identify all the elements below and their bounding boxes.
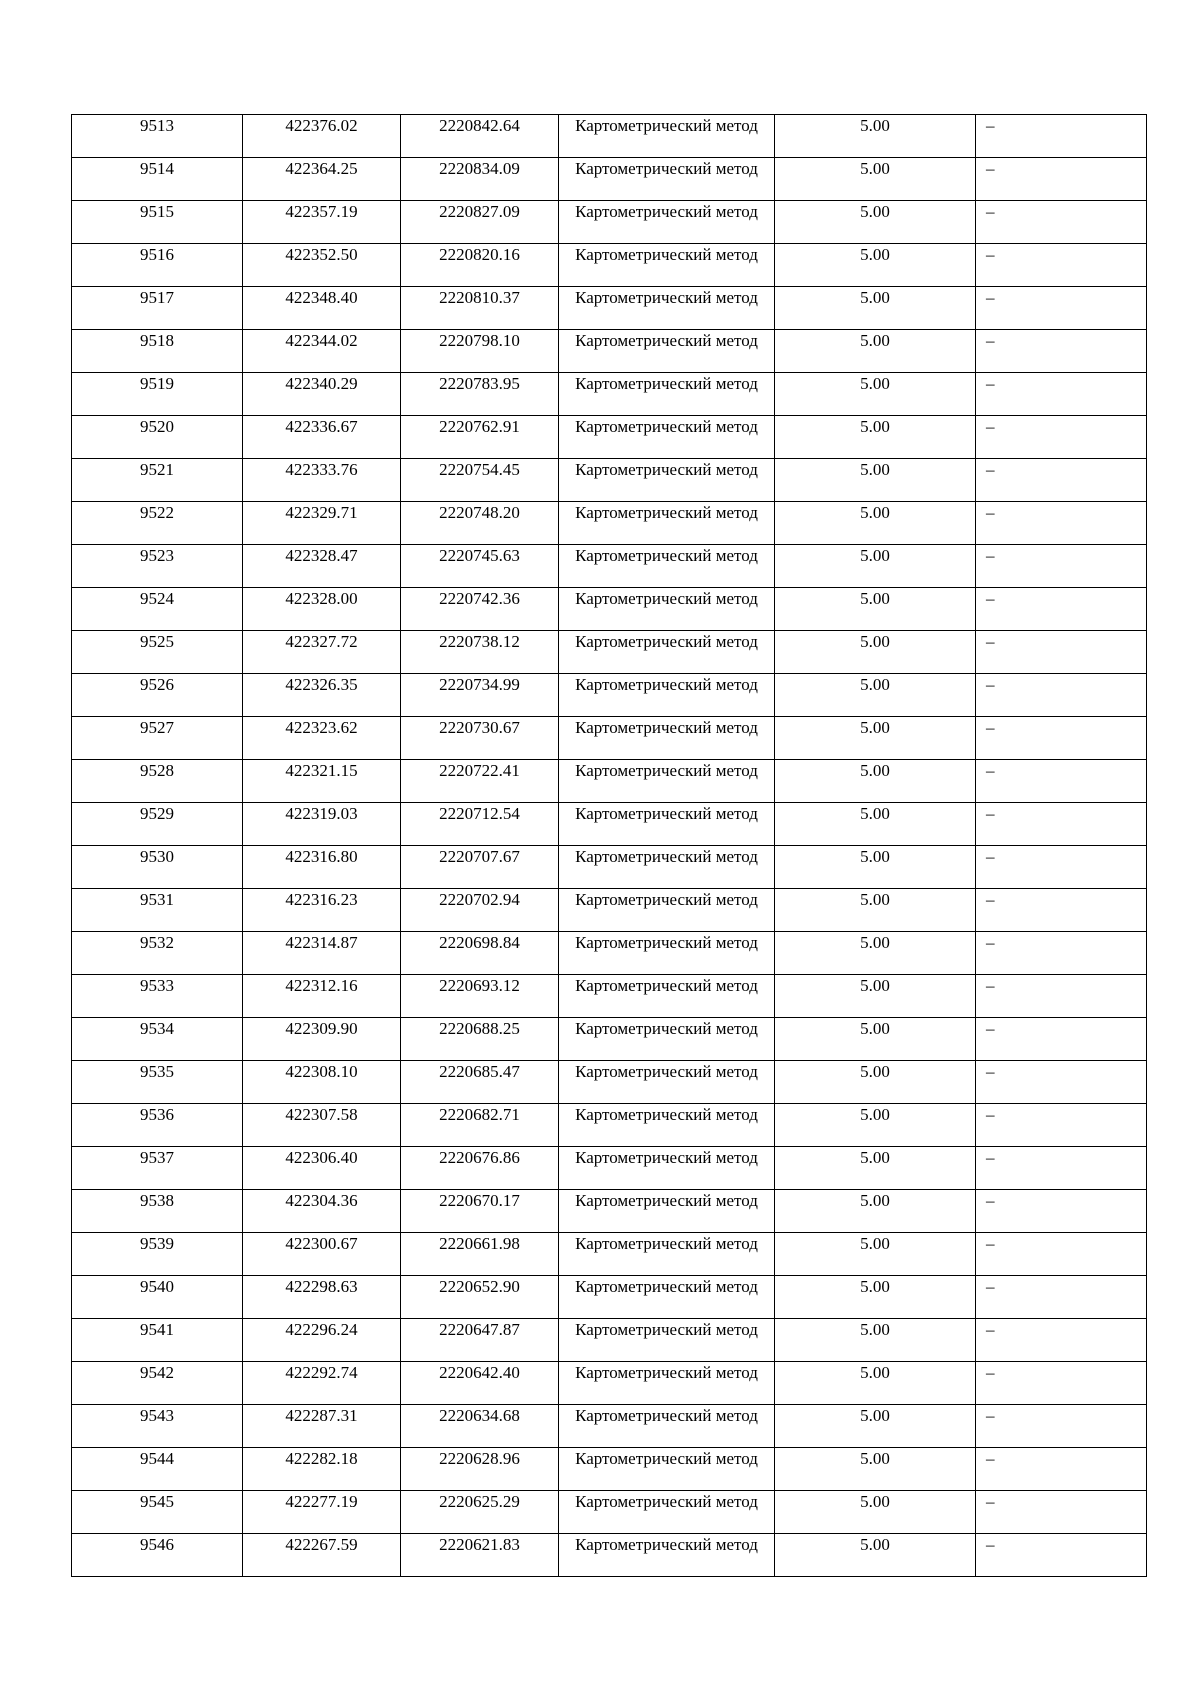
x-coordinate-cell: 422323.62 [243, 717, 401, 760]
method-cell: Картометрический метод [559, 373, 775, 416]
table-row [72, 1276, 1147, 1319]
point-number-cell: 9526 [72, 674, 243, 717]
note-cell: – [976, 244, 1147, 287]
x-coordinate-cell: 422314.87 [243, 932, 401, 975]
note-cell: – [976, 1147, 1147, 1190]
table-row [72, 932, 1147, 975]
coordinates-table [71, 114, 1147, 1577]
point-number-cell: 9545 [72, 1491, 243, 1534]
table-row [72, 846, 1147, 889]
x-coordinate-cell: 422357.19 [243, 201, 401, 244]
accuracy-cell: 5.00 [775, 244, 976, 287]
x-coordinate-cell: 422319.03 [243, 803, 401, 846]
table-row [72, 975, 1147, 1018]
table-row [72, 1448, 1147, 1491]
method-cell: Картометрический метод [559, 158, 775, 201]
table-row [72, 631, 1147, 674]
accuracy-cell: 5.00 [775, 201, 976, 244]
accuracy-cell: 5.00 [775, 760, 976, 803]
note-cell: – [976, 330, 1147, 373]
x-coordinate-cell: 422287.31 [243, 1405, 401, 1448]
x-coordinate-cell: 422376.02 [243, 115, 401, 158]
y-coordinate-cell: 2220634.68 [401, 1405, 559, 1448]
method-cell: Картометрический метод [559, 1491, 775, 1534]
y-coordinate-cell: 2220842.64 [401, 115, 559, 158]
point-number-cell: 9541 [72, 1319, 243, 1362]
y-coordinate-cell: 2220670.17 [401, 1190, 559, 1233]
note-cell: – [976, 201, 1147, 244]
point-number-cell: 9542 [72, 1362, 243, 1405]
y-coordinate-cell: 2220738.12 [401, 631, 559, 674]
x-coordinate-cell: 422333.76 [243, 459, 401, 502]
table-row [72, 115, 1147, 158]
y-coordinate-cell: 2220642.40 [401, 1362, 559, 1405]
accuracy-cell: 5.00 [775, 330, 976, 373]
x-coordinate-cell: 422328.00 [243, 588, 401, 631]
point-number-cell: 9523 [72, 545, 243, 588]
x-coordinate-cell: 422316.80 [243, 846, 401, 889]
point-number-cell: 9527 [72, 717, 243, 760]
x-coordinate-cell: 422316.23 [243, 889, 401, 932]
method-cell: Картометрический метод [559, 803, 775, 846]
x-coordinate-cell: 422344.02 [243, 330, 401, 373]
y-coordinate-cell: 2220702.94 [401, 889, 559, 932]
x-coordinate-cell: 422307.58 [243, 1104, 401, 1147]
y-coordinate-cell: 2220712.54 [401, 803, 559, 846]
accuracy-cell: 5.00 [775, 545, 976, 588]
table-row [72, 1061, 1147, 1104]
note-cell: – [976, 760, 1147, 803]
accuracy-cell: 5.00 [775, 1233, 976, 1276]
y-coordinate-cell: 2220798.10 [401, 330, 559, 373]
method-cell: Картометрический метод [559, 201, 775, 244]
method-cell: Картометрический метод [559, 1319, 775, 1362]
accuracy-cell: 5.00 [775, 115, 976, 158]
x-coordinate-cell: 422364.25 [243, 158, 401, 201]
note-cell: – [976, 1104, 1147, 1147]
x-coordinate-cell: 422298.63 [243, 1276, 401, 1319]
point-number-cell: 9529 [72, 803, 243, 846]
note-cell: – [976, 889, 1147, 932]
accuracy-cell: 5.00 [775, 502, 976, 545]
x-coordinate-cell: 422300.67 [243, 1233, 401, 1276]
accuracy-cell: 5.00 [775, 588, 976, 631]
note-cell: – [976, 1405, 1147, 1448]
table-row [72, 373, 1147, 416]
note-cell: – [976, 846, 1147, 889]
y-coordinate-cell: 2220698.84 [401, 932, 559, 975]
note-cell: – [976, 158, 1147, 201]
point-number-cell: 9543 [72, 1405, 243, 1448]
accuracy-cell: 5.00 [775, 932, 976, 975]
point-number-cell: 9546 [72, 1534, 243, 1577]
note-cell: – [976, 1362, 1147, 1405]
point-number-cell: 9513 [72, 115, 243, 158]
method-cell: Картометрический метод [559, 1405, 775, 1448]
method-cell: Картометрический метод [559, 631, 775, 674]
method-cell: Картометрический метод [559, 1233, 775, 1276]
point-number-cell: 9530 [72, 846, 243, 889]
y-coordinate-cell: 2220734.99 [401, 674, 559, 717]
method-cell: Картометрический метод [559, 244, 775, 287]
table-row [72, 545, 1147, 588]
x-coordinate-cell: 422309.90 [243, 1018, 401, 1061]
y-coordinate-cell: 2220688.25 [401, 1018, 559, 1061]
x-coordinate-cell: 422321.15 [243, 760, 401, 803]
table-row [72, 502, 1147, 545]
accuracy-cell: 5.00 [775, 1018, 976, 1061]
table-row [72, 889, 1147, 932]
accuracy-cell: 5.00 [775, 846, 976, 889]
y-coordinate-cell: 2220745.63 [401, 545, 559, 588]
y-coordinate-cell: 2220748.20 [401, 502, 559, 545]
table-row [72, 330, 1147, 373]
point-number-cell: 9534 [72, 1018, 243, 1061]
accuracy-cell: 5.00 [775, 1491, 976, 1534]
accuracy-cell: 5.00 [775, 287, 976, 330]
method-cell: Картометрический метод [559, 1448, 775, 1491]
note-cell: – [976, 1319, 1147, 1362]
note-cell: – [976, 1061, 1147, 1104]
point-number-cell: 9533 [72, 975, 243, 1018]
point-number-cell: 9514 [72, 158, 243, 201]
note-cell: – [976, 1534, 1147, 1577]
y-coordinate-cell: 2220693.12 [401, 975, 559, 1018]
method-cell: Картометрический метод [559, 1061, 775, 1104]
point-number-cell: 9516 [72, 244, 243, 287]
table-row [72, 1319, 1147, 1362]
x-coordinate-cell: 422328.47 [243, 545, 401, 588]
accuracy-cell: 5.00 [775, 674, 976, 717]
method-cell: Картометрический метод [559, 287, 775, 330]
table-row [72, 416, 1147, 459]
method-cell: Картометрический метод [559, 545, 775, 588]
method-cell: Картометрический метод [559, 115, 775, 158]
table-row [72, 1104, 1147, 1147]
accuracy-cell: 5.00 [775, 1147, 976, 1190]
x-coordinate-cell: 422282.18 [243, 1448, 401, 1491]
accuracy-cell: 5.00 [775, 975, 976, 1018]
note-cell: – [976, 932, 1147, 975]
point-number-cell: 9520 [72, 416, 243, 459]
accuracy-cell: 5.00 [775, 1534, 976, 1577]
note-cell: – [976, 717, 1147, 760]
note-cell: – [976, 115, 1147, 158]
note-cell: – [976, 588, 1147, 631]
note-cell: – [976, 975, 1147, 1018]
y-coordinate-cell: 2220628.96 [401, 1448, 559, 1491]
method-cell: Картометрический метод [559, 416, 775, 459]
table-row [72, 674, 1147, 717]
y-coordinate-cell: 2220685.47 [401, 1061, 559, 1104]
note-cell: – [976, 803, 1147, 846]
table-row [72, 244, 1147, 287]
table-row [72, 201, 1147, 244]
method-cell: Картометрический метод [559, 502, 775, 545]
point-number-cell: 9540 [72, 1276, 243, 1319]
y-coordinate-cell: 2220783.95 [401, 373, 559, 416]
y-coordinate-cell: 2220652.90 [401, 1276, 559, 1319]
point-number-cell: 9518 [72, 330, 243, 373]
note-cell: – [976, 1233, 1147, 1276]
x-coordinate-cell: 422296.24 [243, 1319, 401, 1362]
accuracy-cell: 5.00 [775, 1276, 976, 1319]
accuracy-cell: 5.00 [775, 1190, 976, 1233]
table-row [72, 760, 1147, 803]
y-coordinate-cell: 2220661.98 [401, 1233, 559, 1276]
y-coordinate-cell: 2220682.71 [401, 1104, 559, 1147]
x-coordinate-cell: 422327.72 [243, 631, 401, 674]
accuracy-cell: 5.00 [775, 1448, 976, 1491]
y-coordinate-cell: 2220621.83 [401, 1534, 559, 1577]
point-number-cell: 9532 [72, 932, 243, 975]
note-cell: – [976, 502, 1147, 545]
method-cell: Картометрический метод [559, 760, 775, 803]
point-number-cell: 9538 [72, 1190, 243, 1233]
accuracy-cell: 5.00 [775, 416, 976, 459]
y-coordinate-cell: 2220762.91 [401, 416, 559, 459]
accuracy-cell: 5.00 [775, 1405, 976, 1448]
accuracy-cell: 5.00 [775, 373, 976, 416]
note-cell: – [976, 674, 1147, 717]
method-cell: Картометрический метод [559, 932, 775, 975]
x-coordinate-cell: 422308.10 [243, 1061, 401, 1104]
y-coordinate-cell: 2220730.67 [401, 717, 559, 760]
table-row [72, 158, 1147, 201]
method-cell: Картометрический метод [559, 1534, 775, 1577]
point-number-cell: 9537 [72, 1147, 243, 1190]
x-coordinate-cell: 422336.67 [243, 416, 401, 459]
note-cell: – [976, 1190, 1147, 1233]
accuracy-cell: 5.00 [775, 459, 976, 502]
accuracy-cell: 5.00 [775, 803, 976, 846]
point-number-cell: 9544 [72, 1448, 243, 1491]
x-coordinate-cell: 422292.74 [243, 1362, 401, 1405]
note-cell: – [976, 1491, 1147, 1534]
x-coordinate-cell: 422306.40 [243, 1147, 401, 1190]
x-coordinate-cell: 422340.29 [243, 373, 401, 416]
x-coordinate-cell: 422326.35 [243, 674, 401, 717]
accuracy-cell: 5.00 [775, 631, 976, 674]
table-row [72, 1233, 1147, 1276]
accuracy-cell: 5.00 [775, 889, 976, 932]
note-cell: – [976, 1448, 1147, 1491]
point-number-cell: 9528 [72, 760, 243, 803]
x-coordinate-cell: 422348.40 [243, 287, 401, 330]
method-cell: Картометрический метод [559, 846, 775, 889]
x-coordinate-cell: 422277.19 [243, 1491, 401, 1534]
note-cell: – [976, 545, 1147, 588]
method-cell: Картометрический метод [559, 717, 775, 760]
method-cell: Картометрический метод [559, 330, 775, 373]
note-cell: – [976, 287, 1147, 330]
point-number-cell: 9521 [72, 459, 243, 502]
y-coordinate-cell: 2220810.37 [401, 287, 559, 330]
x-coordinate-cell: 422304.36 [243, 1190, 401, 1233]
method-cell: Картометрический метод [559, 674, 775, 717]
point-number-cell: 9539 [72, 1233, 243, 1276]
accuracy-cell: 5.00 [775, 1104, 976, 1147]
table-row [72, 717, 1147, 760]
table-row [72, 588, 1147, 631]
note-cell: – [976, 1018, 1147, 1061]
point-number-cell: 9531 [72, 889, 243, 932]
table-row [72, 287, 1147, 330]
point-number-cell: 9515 [72, 201, 243, 244]
y-coordinate-cell: 2220722.41 [401, 760, 559, 803]
y-coordinate-cell: 2220676.86 [401, 1147, 559, 1190]
method-cell: Картометрический метод [559, 459, 775, 502]
table-row [72, 1534, 1147, 1577]
method-cell: Картометрический метод [559, 1018, 775, 1061]
method-cell: Картометрический метод [559, 889, 775, 932]
accuracy-cell: 5.00 [775, 717, 976, 760]
note-cell: – [976, 1276, 1147, 1319]
x-coordinate-cell: 422329.71 [243, 502, 401, 545]
method-cell: Картометрический метод [559, 1362, 775, 1405]
method-cell: Картометрический метод [559, 1104, 775, 1147]
y-coordinate-cell: 2220647.87 [401, 1319, 559, 1362]
table-row [72, 1190, 1147, 1233]
method-cell: Картометрический метод [559, 975, 775, 1018]
note-cell: – [976, 459, 1147, 502]
point-number-cell: 9522 [72, 502, 243, 545]
note-cell: – [976, 416, 1147, 459]
note-cell: – [976, 631, 1147, 674]
table-row [72, 1362, 1147, 1405]
y-coordinate-cell: 2220834.09 [401, 158, 559, 201]
table-row [72, 1147, 1147, 1190]
y-coordinate-cell: 2220625.29 [401, 1491, 559, 1534]
y-coordinate-cell: 2220827.09 [401, 201, 559, 244]
method-cell: Картометрический метод [559, 1147, 775, 1190]
method-cell: Картометрический метод [559, 588, 775, 631]
accuracy-cell: 5.00 [775, 1061, 976, 1104]
table-row [72, 459, 1147, 502]
coordinates-table-body [72, 115, 1147, 1577]
method-cell: Картометрический метод [559, 1190, 775, 1233]
y-coordinate-cell: 2220707.67 [401, 846, 559, 889]
table-row [72, 1491, 1147, 1534]
point-number-cell: 9535 [72, 1061, 243, 1104]
point-number-cell: 9519 [72, 373, 243, 416]
table-row [72, 1405, 1147, 1448]
x-coordinate-cell: 422312.16 [243, 975, 401, 1018]
point-number-cell: 9524 [72, 588, 243, 631]
point-number-cell: 9536 [72, 1104, 243, 1147]
x-coordinate-cell: 422352.50 [243, 244, 401, 287]
point-number-cell: 9525 [72, 631, 243, 674]
y-coordinate-cell: 2220820.16 [401, 244, 559, 287]
accuracy-cell: 5.00 [775, 158, 976, 201]
accuracy-cell: 5.00 [775, 1319, 976, 1362]
method-cell: Картометрический метод [559, 1276, 775, 1319]
y-coordinate-cell: 2220754.45 [401, 459, 559, 502]
y-coordinate-cell: 2220742.36 [401, 588, 559, 631]
point-number-cell: 9517 [72, 287, 243, 330]
table-row [72, 803, 1147, 846]
accuracy-cell: 5.00 [775, 1362, 976, 1405]
note-cell: – [976, 373, 1147, 416]
table-row [72, 1018, 1147, 1061]
x-coordinate-cell: 422267.59 [243, 1534, 401, 1577]
